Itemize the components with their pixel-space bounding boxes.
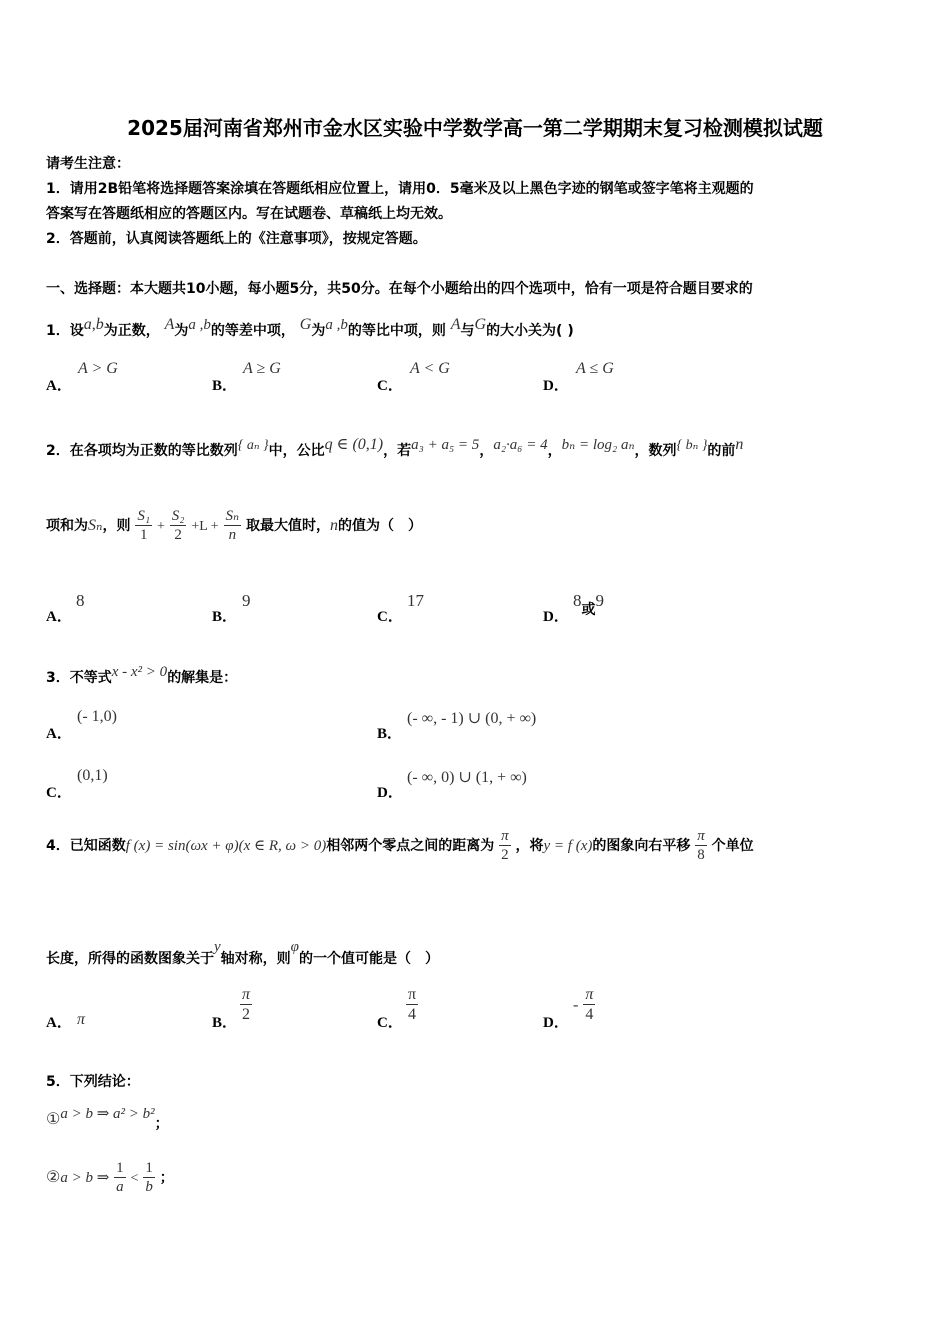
q1-option-a: A > G xyxy=(78,360,118,377)
q2-stem-line-2: 项和为Sₙ，则 $\frac{\text{S₁}}{1}$ + $\frac{\text{S₂}}{2}$ +L + $\frac{\text{Sₙ}}{n}$ 取最大值时，n的值为（ ） xyxy=(46,508,422,543)
q3-option-d-label: D． xyxy=(377,785,403,801)
q2-option-b-label: B． xyxy=(212,609,238,625)
q2-option-a: 8 xyxy=(76,591,85,610)
q4-option-d-label: D． xyxy=(543,1015,569,1031)
q3-option-c-label: C． xyxy=(46,785,72,801)
q3-option-b-label: B． xyxy=(377,726,403,742)
q1-option-a-label: A． xyxy=(46,378,72,394)
q2-option-c-label: C． xyxy=(377,609,403,625)
q2-option-d: 8或9 xyxy=(573,591,604,618)
q2-fraction-s2: $\frac{\text{S₂}}{2}$ xyxy=(171,508,185,543)
q3-stem: 3．不等式x - x² > 0的解集是： xyxy=(46,664,238,686)
q5-statement-1: ①a > b ⇒ a² > b²； xyxy=(46,1106,169,1132)
q1-option-b: A ≥ G xyxy=(243,360,281,377)
q1-option-c-label: C． xyxy=(377,378,403,394)
notice-line-2: 2．答题前，认真阅读答题纸上的《注意事项》，按规定答题。 xyxy=(46,231,427,247)
page-title: 2025届河南省郑州市金水区实验中学数学高一第二学期期末复习检测模拟试题 xyxy=(127,116,823,140)
q4-option-d: - $\frac{\pi}{4}$ xyxy=(573,986,594,1023)
q4-fraction-pi-over-2: $\frac{\pi}{2}$ xyxy=(501,828,509,863)
q3-option-b: (- ∞, - 1) ∪ (0, + ∞) xyxy=(407,710,537,727)
q2-option-d-label: D． xyxy=(543,609,569,625)
q4-stem-line-1: 4．已知函数f (x) = sin(ωx + φ)(x ∈ R, ω > 0)相邻两个零点之间的距离为 $\frac{\pi}{2}$ ，将y = f (x)的图象向右平移 $\frac{\pi}{8}$ 个单位 xyxy=(46,828,754,863)
q4-option-b-label: B． xyxy=(212,1015,238,1031)
q3-option-a: (- 1,0) xyxy=(77,708,117,725)
section-heading: 一、选择题：本大题共10小题，每小题5分，共50分。在每个小题给出的四个选项中，恰有一项是符合题目要求的 xyxy=(46,281,753,297)
q1-option-c: A < G xyxy=(410,360,450,377)
q3-option-a-label: A． xyxy=(46,726,72,742)
q4-option-c: $\frac{\pi}{4}$ xyxy=(408,986,417,1023)
q4-option-b: $\frac{\pi}{2}$ xyxy=(242,986,251,1023)
q1-stem: 1．设a,b为正数， A为a ,b的等差中项， G为a ,b的等比中项，则 A与G的大小关为( ) xyxy=(46,316,574,339)
notice-line-1: 1．请用2B铅笔将选择题答案涂填在答题纸相应位置上，请用0．5毫米及以上黑色字迹的钢笔或签字笔将主观题的 xyxy=(46,181,754,197)
q5-fraction-1-over-b: $\frac{1}{b}$ xyxy=(145,1160,153,1195)
q2-option-b: 9 xyxy=(242,591,251,610)
q1-option-d: A ≤ G xyxy=(576,360,614,377)
q3-option-c: (0,1) xyxy=(77,767,108,784)
q4-option-a: π xyxy=(77,1011,86,1028)
q2-fraction-sn: $\frac{\text{Sₙ}}{n}$ xyxy=(225,508,240,543)
q4-fraction-pi-over-8: $\frac{\pi}{8}$ xyxy=(697,828,705,863)
q2-stem-line-1: 2．在各项均为正数的等比数列{ aₙ }中，公比q ∈ (0,1)，若a₃ + a₅ = 5，a₂·a₆ = 4，bₙ = log₂ aₙ，数列{ bₙ }的前n xyxy=(46,436,744,459)
notice-heading: 请考生注意： xyxy=(46,156,130,172)
notice-line-1b: 答案写在答题纸相应的答题区内。写在试题卷、草稿纸上均无效。 xyxy=(46,206,452,222)
q1-option-d-label: D． xyxy=(543,378,569,394)
q1-option-b-label: B． xyxy=(212,378,238,394)
q5-statement-2: ②a > b ⇒ $\frac{1}{a}$ < $\frac{1}{b}$ ； xyxy=(46,1160,174,1195)
q4-option-a-label: A． xyxy=(46,1015,72,1031)
q2-option-a-label: A． xyxy=(46,609,72,625)
q2-fraction-s1: $\frac{\text{S₁}}{1}$ xyxy=(137,508,151,543)
q4-stem-line-2: 长度，所得的函数图象关于y轴对称，则φ的一个值可能是（ ） xyxy=(46,939,439,967)
q3-option-d: (- ∞, 0) ∪ (1, + ∞) xyxy=(407,769,527,786)
q4-option-c-label: C． xyxy=(377,1015,403,1031)
q5-fraction-1-over-a: $\frac{1}{a}$ xyxy=(116,1160,124,1195)
q2-option-c: 17 xyxy=(407,591,424,610)
q5-stem: 5．下列结论： xyxy=(46,1074,140,1090)
